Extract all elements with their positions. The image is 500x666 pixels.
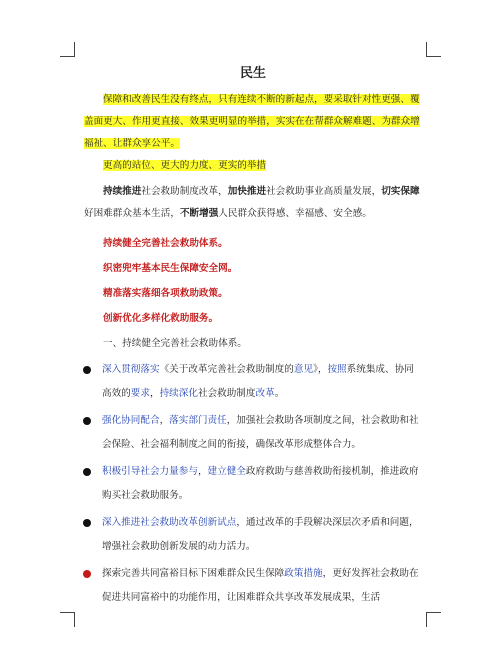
bold-phrase: 不断增强 — [179, 208, 219, 219]
text-run: ， — [159, 415, 170, 426]
text-run: ，更好发挥社会救助在促进共同富裕中的功能作用，让困难群众共享改革发展成果，生活 — [102, 568, 419, 603]
bold-phrase: 持续推进 — [103, 186, 142, 197]
text-run: 社会救助制度 — [197, 388, 256, 399]
blue-phrase: 政策措施 — [284, 568, 323, 579]
blue-phrase: 深入推进社会救助改革创新试点 — [102, 517, 237, 528]
blue-phrase: 按照 — [327, 364, 347, 375]
blue-phrase: 深入贯彻落实 — [102, 364, 160, 375]
page-title: 民生 — [239, 66, 266, 81]
text-run: 《关于改革完善社会救助制度的 — [159, 364, 294, 375]
corner-mark-bottom-left — [60, 612, 75, 627]
section-heading: 一、持续健全完善社会救助体系。 — [103, 338, 247, 349]
blue-phrase: 改革 — [255, 388, 275, 399]
text-run: 探索完善共同富裕目标下困难群众民生保障 — [102, 568, 285, 579]
red-item: 精准落实落细各项救助政策。 — [103, 288, 228, 299]
corner-mark-top-left — [60, 42, 75, 57]
bullet-item — [84, 562, 422, 610]
blue-phrase: 落实部门责任 — [169, 415, 227, 426]
intro-paragraph — [84, 89, 422, 155]
bullet-dot-icon — [83, 468, 91, 476]
corner-mark-bottom-right — [426, 612, 441, 627]
blue-phrase: 强化协同配合 — [102, 415, 160, 426]
bullet-dot-icon — [83, 570, 91, 578]
blue-phrase: 要求 — [130, 388, 150, 399]
red-item: 持续健全完善社会救助体系。 — [103, 238, 228, 249]
document-page — [84, 62, 422, 610]
blue-phrase: 持续深化 — [159, 388, 198, 399]
blue-phrase: 意见 — [293, 364, 314, 375]
summary-paragraph — [84, 181, 422, 225]
bullet-item — [84, 511, 422, 559]
text-run: ，加强社会救助各项制度之间，社会救助和社会保险、社会福利制度之间的衔接，确保改革形成整体合力。 — [102, 415, 419, 450]
text-run: 》， — [313, 364, 328, 375]
text-run: 政府救助与慈善救助衔接机制，推进政府购买社会救助服务。 — [102, 466, 419, 501]
bullet-item — [84, 358, 422, 406]
text-run: 系统集成、协同高效的 — [102, 364, 414, 399]
text-run: ， — [149, 388, 160, 399]
bold-phrase: 切实保障 — [381, 186, 420, 197]
bold-phrase: 加快推进 — [227, 186, 267, 197]
subhead — [84, 155, 422, 177]
red-item-list — [84, 231, 422, 331]
intro-highlight: 保障和改善民生没有终点，只有连续不断的新起点，要采取针对性更强、覆盖面更大、作用更直接、效果更明显的举措，实实在在帮群众解难题、为群众增福祉、让群众享公平。 — [84, 94, 420, 149]
text-run: ， — [197, 466, 208, 477]
corner-mark-top-right — [426, 42, 441, 57]
bullet-dot-icon — [83, 417, 91, 425]
bullet-dot-icon — [83, 519, 91, 527]
blue-phrase: 积极引导社会力量参与 — [102, 466, 198, 477]
bullet-item — [84, 460, 422, 508]
bullet-item — [84, 409, 422, 457]
red-item: 创新优化多样化救助服务。 — [103, 313, 219, 324]
text-run: 人民群众获得感、幸福感、安全感。 — [218, 208, 372, 219]
text-run: 。 — [274, 388, 285, 399]
text-run: 好困难群众基本生活， — [84, 208, 180, 219]
text-run: 社会救助事业高质量发展， — [266, 186, 382, 197]
text-run: 社会救助制度改革， — [141, 186, 228, 197]
red-item: 织密兜牢基本民生保障安全网。 — [103, 263, 238, 274]
blue-phrase: 建立健全 — [207, 466, 246, 477]
text-run: ，通过改革的手段解决深层次矛盾和问题，增强社会救助创新发展的动力活力。 — [102, 517, 419, 552]
bullet-dot-icon — [83, 366, 91, 374]
subhead-highlight: 更高的站位、更大的力度、更实的举措 — [103, 160, 267, 171]
